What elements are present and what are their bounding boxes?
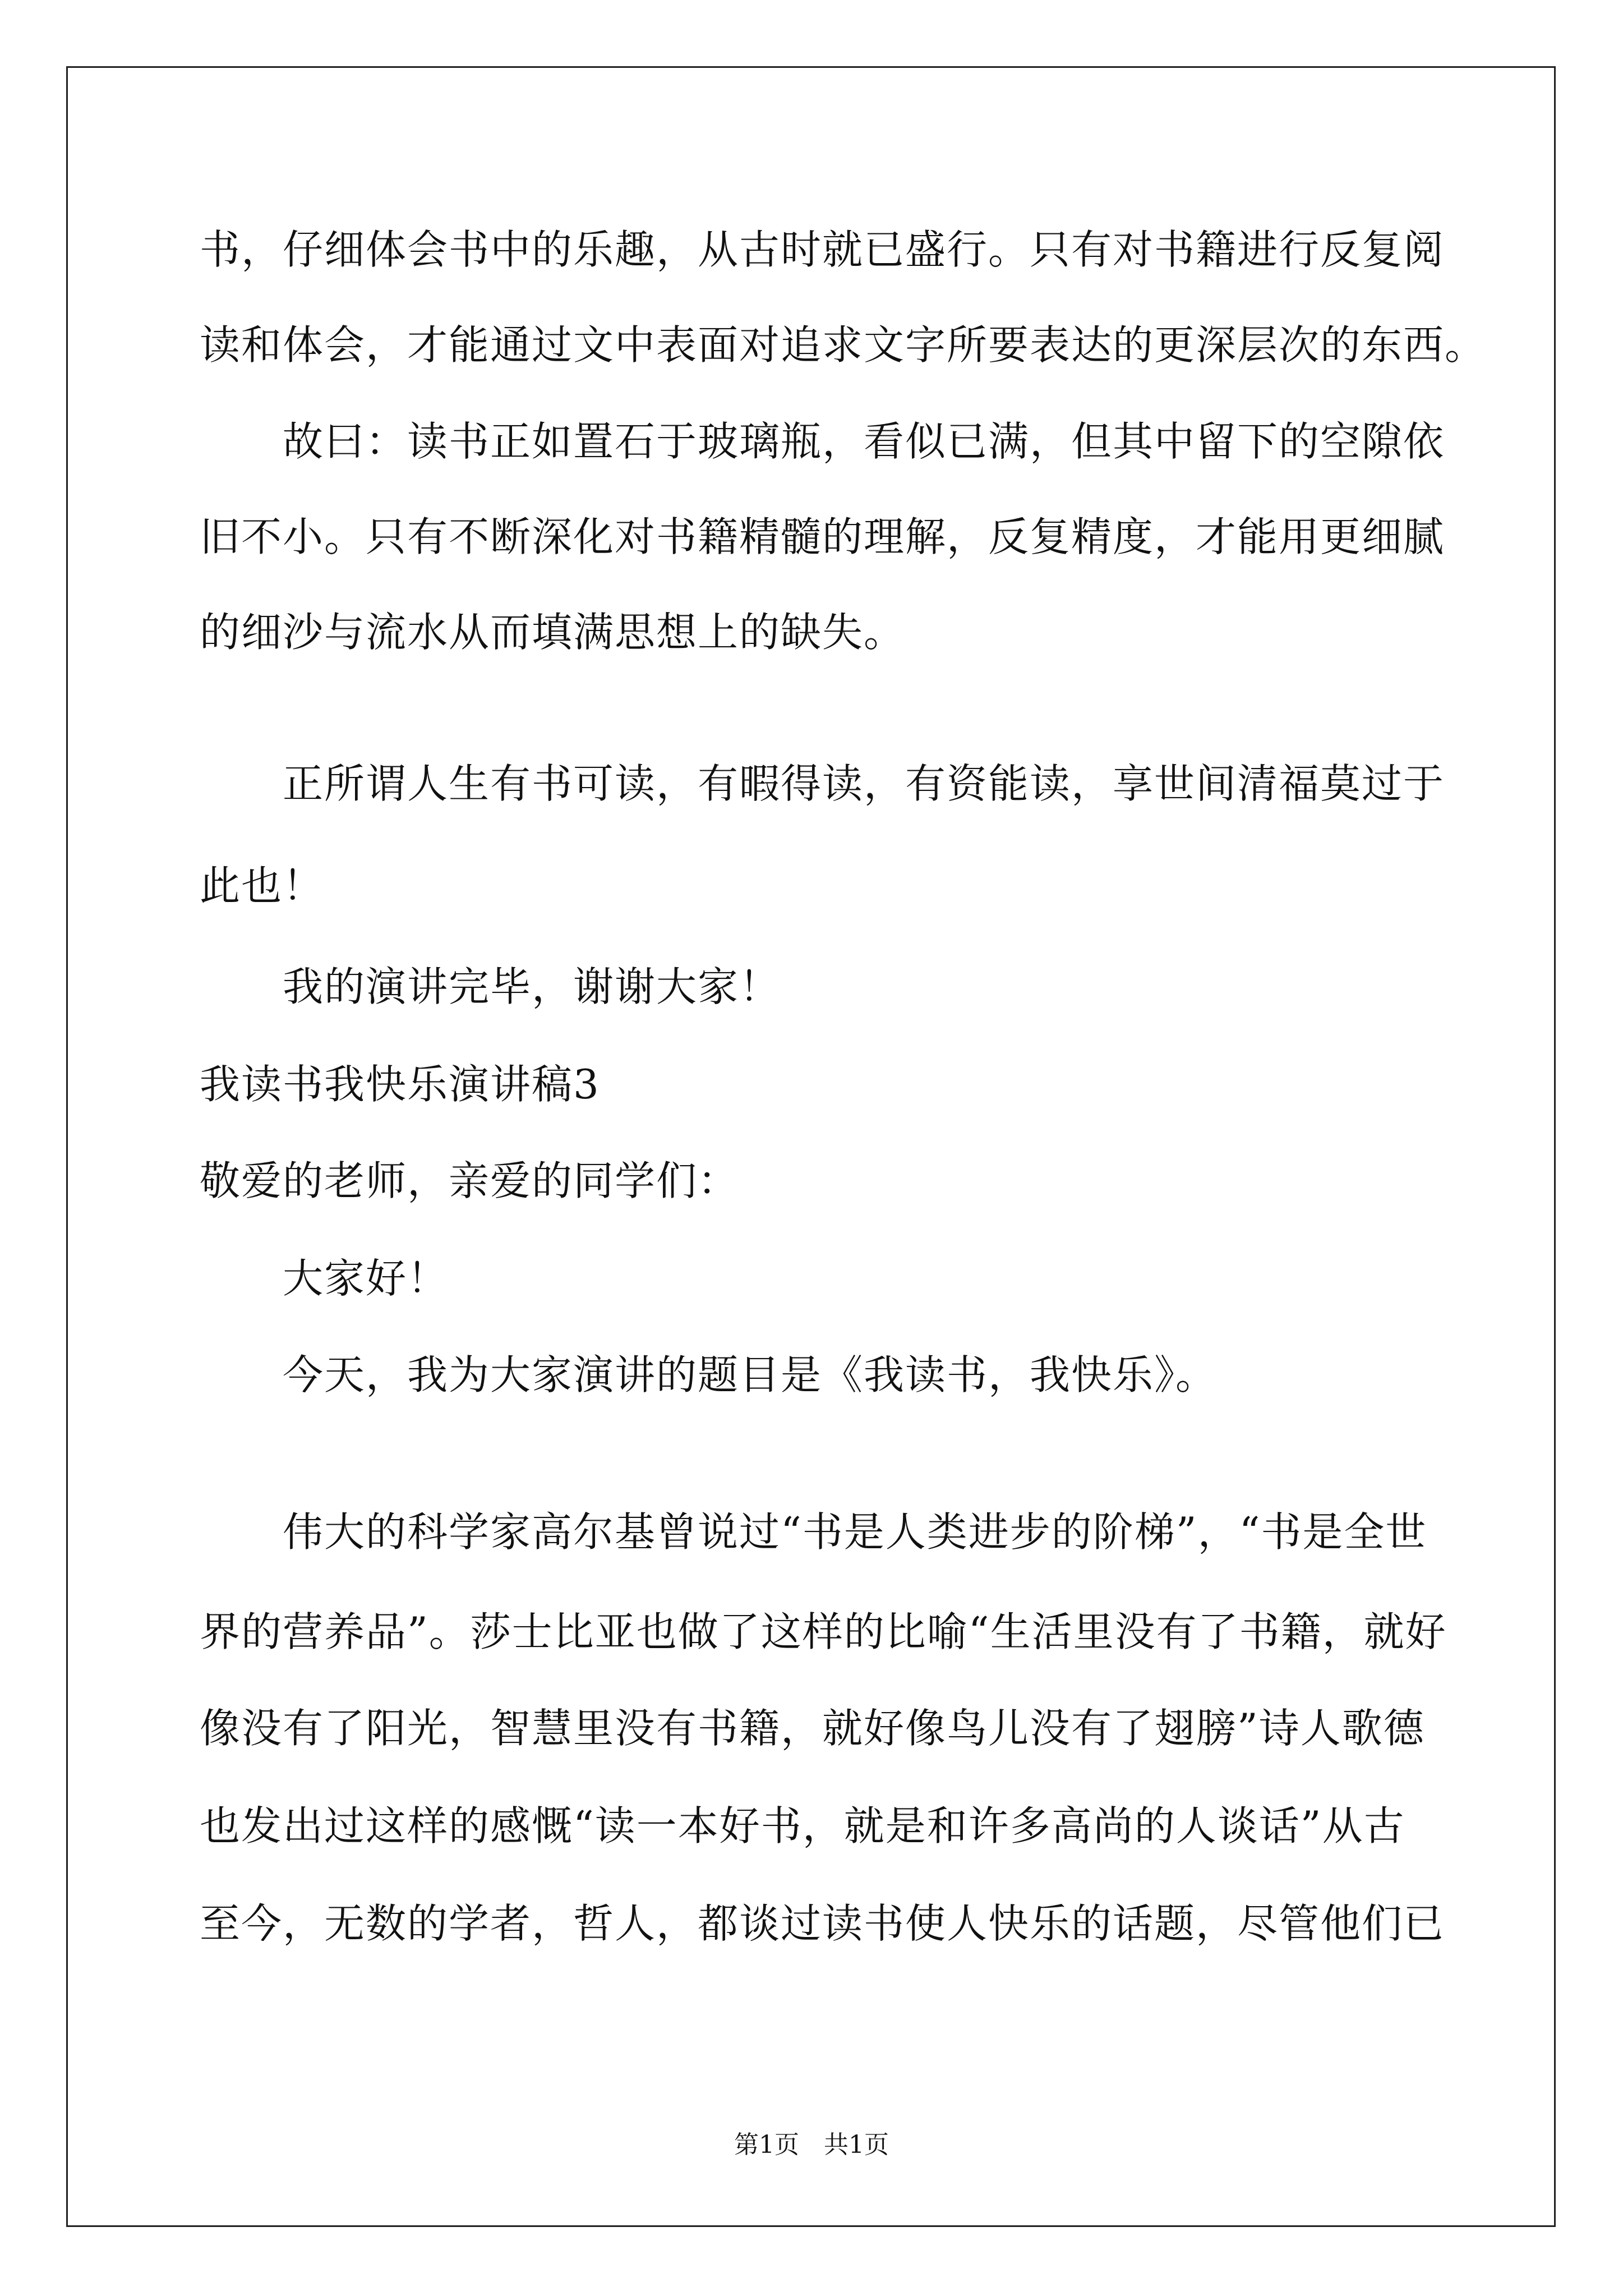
paragraph-line: 此也！ [200, 862, 325, 909]
paragraph-line: 的细沙与流水从而填满思想上的缺失。 [200, 609, 906, 656]
paragraph-line: 读和体会，才能通过文中表面对追求文字所要表达的更深层次的东西。 [200, 321, 1487, 369]
paragraph-line: 至今，无数的学者，哲人，都谈过读书使人快乐的话题，尽管他们已 [200, 1900, 1445, 1947]
section-title: 我读书我快乐演讲稿3 [200, 1061, 600, 1108]
greeting: 大家好！ [283, 1255, 449, 1302]
paragraph-line: 正所谓人生有书可读，有暇得读，有资能读，享世间清福莫过于 [283, 760, 1445, 807]
paragraph-line: 像没有了阳光，智慧里没有书籍，就好像鸟儿没有了翅膀”诗人歌德 [200, 1705, 1425, 1752]
paragraph-line: 我的演讲完毕，谢谢大家！ [283, 963, 781, 1010]
paragraph-line: 也发出过这样的感慨“读一本好书，就是和许多高尚的人谈话”从古 [200, 1802, 1405, 1849]
paragraph-line: 今天，我为大家演讲的题目是《我读书，我快乐》。 [283, 1351, 1218, 1398]
paragraph-line: 伟大的科学家高尔基曾说过“书是人类进步的阶梯”，“书是全世 [283, 1508, 1427, 1556]
page-footer: 第1页 共1页 [734, 2131, 889, 2159]
paragraph-line: 故曰：读书正如置石于玻璃瓶，看似已满，但其中留下的空隙依 [283, 418, 1445, 465]
paragraph-line: 旧不小。只有不断深化对书籍精髓的理解，反复精度，才能用更细腻 [200, 513, 1445, 560]
paragraph-line: 界的营养品”。莎士比亚也做了这样的比喻“生活里没有了书籍，就好 [200, 1608, 1447, 1655]
paragraph-line: 书，仔细体会书中的乐趣，从古时就已盛行。只有对书籍进行反复阅 [200, 226, 1445, 273]
salutation: 敬爱的老师，亲爱的同学们： [200, 1157, 740, 1204]
